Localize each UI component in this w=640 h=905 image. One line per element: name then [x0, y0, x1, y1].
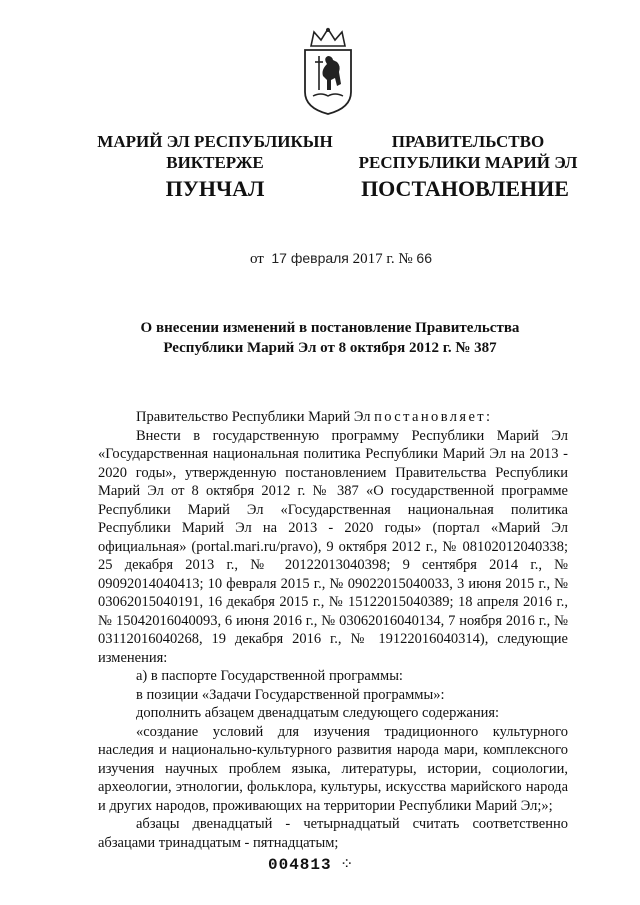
- header-right: [358, 131, 578, 173]
- intro-decree-word: постановляет:: [374, 409, 493, 425]
- date-year: 2017 г.: [352, 251, 395, 267]
- paragraph-1: Внести в государственную программу Республики Марий Эл «Государственная национальная политика Республики Марий Эл на 2013 - 2020 годы», утвержденную постановлением Правительства Республики Марий Эл от 8 октября 2012 г. № 387 «О государственной программе Республики Марий Эл «Государственная национальная политика Республики Марий Эл на 2013 - 2020 годы» (портал «Марий Эл официальная» (portal.mari.ru/pravo), 9 октября 2012 г., № 08102012040338; 25 декабря 2013 г., № 20122013040398; 9 сентября 2014 г., № 09092014040413; 10 февраля 2015 г., № 09022015040033, 3 июня 2015 г., № 03062015040191, 16 декабря 2015 г., № 15122015040389; 18 апреля 2016 г., № 15042016040093, 6 июня 2016 г., № 03062016040134, 7 ноября 2016 г., № 03112016040268, 19 декабря 2016 г., № 19122016040314), следующие изменения:: [98, 427, 568, 666]
- footer-mark: ⁘: [340, 856, 354, 873]
- doc-type-russian: ПОСТАНОВЛЕНИЕ: [361, 176, 569, 201]
- date-line: [250, 250, 432, 268]
- number-sign: №: [398, 251, 413, 267]
- paragraph-5: «создание условий для изучения традиционного культурного наследия и национально-культурного развития народа мари, комплексного изучения научных проблем языка, литературы, истории, социологии, археологии, этнологии, фольклора, культуры, искусства марийского народа и других народов, проживающих на территории Республики Марий Эл;»;: [98, 723, 568, 814]
- date-day-month: 17 февраля: [271, 250, 349, 266]
- header-left: [95, 131, 335, 173]
- coat-of-arms-icon: [297, 26, 359, 116]
- paragraph-2: а) в паспорте Государственной программы:: [136, 668, 403, 684]
- intro-text: Правительство Республики Марий Эл: [136, 409, 375, 425]
- header-left-line1: МАРИЙ ЭЛ РЕСПУБЛИКЫН: [97, 132, 333, 151]
- document-body: [98, 408, 568, 852]
- paragraph-3: в позиции «Задачи Государственной программы»:: [136, 686, 445, 703]
- header-right-line2: РЕСПУБЛИКИ МАРИЙ ЭЛ: [358, 153, 578, 172]
- header-left-line2: ВИКТЕРЖЕ: [166, 153, 264, 172]
- document-number: 66: [416, 250, 432, 266]
- document-title: [90, 318, 570, 358]
- header-right-line1: ПРАВИТЕЛЬСТВО: [391, 132, 545, 151]
- serial-number: 004813: [268, 856, 332, 874]
- title-line2: Республики Марий Эл от 8 октября 2012 г. № 387: [163, 340, 497, 356]
- doc-type-mari: ПУНЧАЛ: [165, 176, 265, 201]
- paragraph-6: абзацы двенадцатый - четырнадцатый считать соответственно абзацами тринадцатым - пятнадцатым;: [98, 816, 568, 851]
- intro-paragraph: [98, 408, 568, 427]
- title-line1: О внесении изменений в постановление Правительства: [140, 320, 520, 336]
- paragraph-4: дополнить абзацем двенадцатым следующего содержания:: [136, 705, 500, 721]
- date-prefix: от: [250, 251, 264, 267]
